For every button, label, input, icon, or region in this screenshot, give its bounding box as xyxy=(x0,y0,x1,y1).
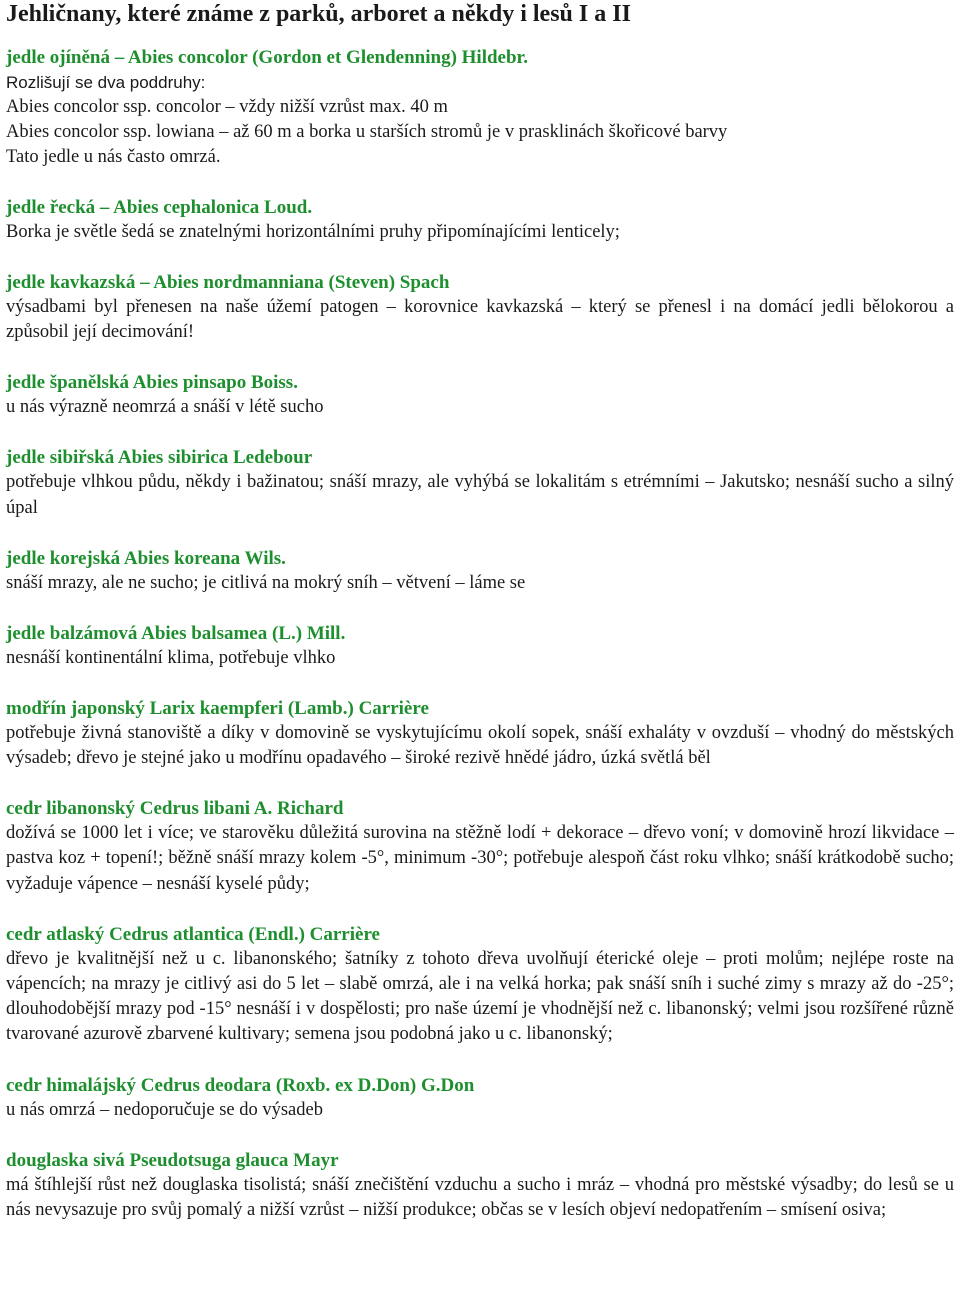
species-heading: jedle španělská Abies pinsapo Boiss. xyxy=(6,372,298,394)
body-line: nesnáší kontinentální klima, potřebuje vlhko xyxy=(6,647,336,668)
section-larix-kaempferi xyxy=(6,696,954,771)
species-heading: jedle balzámová Abies balsamea (L.) Mill. xyxy=(6,622,346,644)
section-abies-pinsapo xyxy=(6,370,954,420)
body-paragraph: dožívá se 1000 let i více; ve starověku důležitá surovina na stěžně lodí + dekorace – dřevo voní; v domovině hrozí likvidace – pastva koz + topení!; běžně snáší mrazy kolem -5°, minimum -30°; potřebuje alespoň část roku vlhko; snáší krátkodobě sucho; vyžaduje vápence – nesnáší kyselé půdy; xyxy=(6,823,954,894)
species-heading: cedr himalájský Cedrus deodara (Roxb. ex D.Don) G.Don xyxy=(6,1074,475,1096)
section-abies-cephalonica xyxy=(6,195,954,245)
species-heading: cedr libanonský Cedrus libani A. Richard xyxy=(6,798,344,820)
section-abies-sibirica xyxy=(6,445,954,520)
body-line: Abies concolor ssp. lowiana – až 60 m a borka u starších stromů je v prasklinách škořicové barvy xyxy=(6,122,728,142)
page-title: Jehličnany, které známe z parků, arboret a někdy i lesů I a II xyxy=(6,1,631,27)
body-line: snáší mrazy, ale ne sucho; je citlivá na mokrý sníh – větvení – láme se xyxy=(6,572,526,593)
section-abies-nordmanniana xyxy=(6,270,954,345)
species-heading: jedle sibiřská Abies sibirica Ledebour xyxy=(6,447,313,469)
body-line: u nás omrzá – nedoporučuje se do výsadeb xyxy=(6,1099,323,1120)
section-cedrus-libani xyxy=(6,796,954,897)
section-cedrus-atlantica xyxy=(6,922,954,1048)
species-heading: jedle ojíněná – Abies concolor (Gordon et Glendenning) Hildebr. xyxy=(6,47,528,68)
species-heading: jedle korejská Abies koreana Wils. xyxy=(6,547,286,569)
section-abies-concolor xyxy=(6,45,954,170)
body-paragraph: dřevo je kvalitnější než u c. libanonského; šatníky z tohoto dřeva uvolňují éterické oleje – proti molům; nejlépe roste na vápencích; na mrazy je citlivý asi do 5 let – slabě omrzá, ale i na velká horka; pak snáší sníh i suché zimy s mrazy až do -25°; dlouhodobější mrazy pod -15° nesnáší i v dospělosti; pro naše území je vhodnější než c. libanonský; velmi jsou rozšířené různě tvarované azurově zbarvené kultivary; semena jsou podobná jako u c. libanonský; xyxy=(6,948,954,1045)
species-heading: jedle kavkazská – Abies nordmanniana (Steven) Spach xyxy=(6,272,450,293)
species-heading: cedr atlaský Cedrus atlantica (Endl.) Carrière xyxy=(6,923,380,945)
species-heading: jedle řecká – Abies cephalonica Loud. xyxy=(6,197,313,218)
body-line: u nás výrazně neomrzá a snáší v létě sucho xyxy=(6,397,324,418)
section-pseudotsuga-glauca xyxy=(6,1148,954,1223)
section-cedrus-deodara xyxy=(6,1073,954,1123)
body-paragraph: potřebuje živná stanoviště a díky v domovině se vyskytujícímu okolí sopek, snáší exhaláty v ovzduší – vhodný do městských výsadeb; dřevo je stejné jako u modřínu opadavého – široké rezivě hnědé jádro, úzká světlá běl xyxy=(6,722,954,769)
body-paragraph: výsadbami byl přenesen na naše úžemí patogen – korovnice kavkazská – který se přenesl i na domácí jedli bělokorou a způsobil její decimování! xyxy=(6,297,954,343)
section-abies-koreana xyxy=(6,546,954,596)
body-line: Tato jedle u nás často omrzá. xyxy=(6,147,221,167)
body-line: Rozlišují se dva poddruhy: xyxy=(6,73,206,92)
section-abies-balsamea xyxy=(6,621,954,671)
species-heading: douglaska sivá Pseudotsuga glauca Mayr xyxy=(6,1149,339,1171)
body-paragraph: má štíhlejší růst než douglaska tisolistá; snáší znečištění vzduchu a sucho i mráz – vhodná pro městské výsadby; do lesů se u nás nevysazuje pro svůj pomalý a nižší vzrůst – nižší produkce; občas se v lesích objeví nedopatřením – smísení osiva; xyxy=(6,1174,954,1220)
body-line: Abies concolor ssp. concolor – vždy nižší vzrůst max. 40 m xyxy=(6,97,448,117)
body-paragraph: potřebuje vlhkou půdu, někdy i bažinatou; snáší mrazy, ale vyhýbá se lokalitám s etrémními – Jakutsko; nesnáší sucho a silný úpal xyxy=(6,472,954,518)
species-heading: modřín japonský Larix kaempferi (Lamb.) Carrière xyxy=(6,697,429,719)
body-line: Borka je světle šedá se znatelnými horizontálními pruhy připomínajícími lenticely; xyxy=(6,222,620,242)
